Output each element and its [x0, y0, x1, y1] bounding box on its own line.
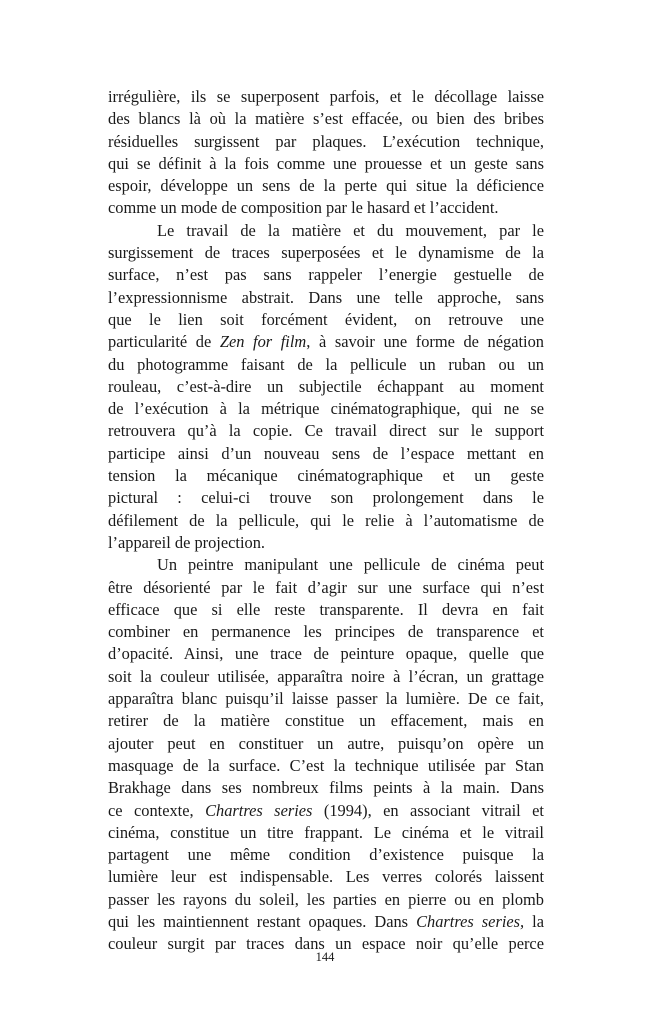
line-content: [108, 488, 544, 507]
text-segment: participe ainsi d’un nouveau sens de l’espace mettant en: [108, 443, 544, 463]
line-content: [108, 756, 544, 775]
text-line: [108, 911, 544, 933]
text-line: [108, 86, 544, 108]
line-content: [108, 243, 544, 262]
text-segment: surface, n’est pas sans rappeler l’energie gestuelle de: [108, 265, 544, 285]
text-line: [108, 487, 544, 509]
line-content: [108, 377, 544, 396]
text-line: [108, 889, 544, 911]
body-text: [108, 86, 544, 956]
line-content: [108, 622, 544, 641]
text-segment: défilement de la pellicule, qui le relie à l’automatisme de: [108, 510, 544, 530]
text-line: [108, 621, 544, 643]
text-segment: l’expressionnisme abstrait. Dans une telle approche, sans: [108, 287, 544, 307]
text-line: [108, 777, 544, 799]
text-line: [108, 376, 544, 398]
italic-title: Chartres series: [205, 800, 313, 820]
text-line: [108, 420, 544, 442]
text-line: [108, 264, 544, 286]
text-segment: de l’exécution à la métrique cinématographique, qui ne se: [108, 399, 544, 419]
text-segment: tension la mécanique cinématographique et un geste: [108, 466, 544, 486]
line-content: [108, 87, 544, 106]
line-content: [108, 198, 499, 217]
text-segment: être désorienté par le fait d’agir sur une surface qui n’est: [108, 577, 544, 597]
text-line: [108, 153, 544, 175]
text-line: [108, 688, 544, 710]
text-segment: rouleau, c’est-à-dire un subjectile échappant au moment: [108, 376, 544, 396]
text-line: [108, 666, 544, 688]
text-segment: la: [524, 911, 544, 931]
line-content: [108, 399, 544, 418]
line-content: [108, 845, 544, 864]
paragraph: [108, 86, 544, 220]
text-line: [108, 643, 544, 665]
text-segment: retirer de la matière constitue un effacement, mais en: [108, 711, 544, 731]
line-content: [108, 154, 544, 173]
text-segment: Le travail de la matière et du mouvement, par le: [157, 220, 544, 240]
text-line: [108, 710, 544, 732]
text-line: [108, 354, 544, 376]
text-line: [108, 755, 544, 777]
text-segment: retrouvera qu’à la copie. Ce travail direct sur le support: [108, 421, 544, 441]
text-line: [108, 822, 544, 844]
text-line: [108, 287, 544, 309]
line-content: [108, 288, 544, 307]
text-segment: apparaîtra blanc puisqu’il laisse passer la lumière. De ce fait,: [108, 689, 544, 709]
line-content: [108, 711, 544, 730]
text-segment: ajouter peut en constituer un autre, puisqu’on opère un: [108, 733, 544, 753]
text-line: [108, 532, 544, 554]
text-line: [108, 108, 544, 130]
text-segment: irrégulière, ils se superposent parfois, et le décollage laisse: [108, 87, 544, 106]
line-content: [157, 221, 544, 240]
text-segment: efficace que si elle reste transparente. Il devra en fait: [108, 599, 544, 619]
line-content: [108, 578, 544, 597]
line-content: [108, 867, 544, 886]
text-segment: Un peintre manipulant une pellicule de cinéma peut: [157, 555, 544, 575]
text-segment: ce contexte,: [108, 800, 206, 820]
text-line: [108, 866, 544, 888]
text-segment: particularité de: [108, 332, 220, 352]
line-content: [108, 511, 544, 530]
text-segment: combiner en permanence les principes de transparence et: [108, 622, 544, 642]
text-line: [108, 577, 544, 599]
text-segment: résiduelles surgissent par plaques. L’exécution technique,: [108, 131, 544, 151]
text-line: [108, 331, 544, 353]
page-number: 144: [315, 950, 335, 964]
text-line: [108, 443, 544, 465]
line-content: [108, 600, 544, 619]
text-segment: passer les rayons du soleil, les parties en pierre ou en plomb: [108, 889, 544, 909]
italic-title: Chartres series,: [416, 911, 525, 931]
text-line: [108, 733, 544, 755]
line-content: [108, 109, 544, 128]
line-content: [108, 912, 544, 931]
text-line: [108, 242, 544, 264]
line-content: [108, 533, 265, 552]
line-content: [108, 265, 544, 284]
text-segment: cinéma, constitue un titre frappant. Le cinéma et le vitrail: [108, 822, 544, 842]
text-segment: masquage de la surface. C’est la technique utilisée par Stan: [108, 755, 544, 775]
text-segment: que le lien soit forcément évident, on retrouve une: [108, 309, 544, 329]
text-line: [108, 800, 544, 822]
text-segment: du photogramme faisant de la pellicule un ruban ou un: [108, 354, 544, 374]
text-line: [108, 131, 544, 153]
line-content: [108, 689, 544, 708]
text-segment: des blancs là où la matière s’est effacée, ou bien des bribes: [108, 109, 544, 129]
text-segment: pictural : celui-ci trouve son prolongement dans le: [108, 488, 544, 508]
text-line: [108, 309, 544, 331]
text-line: [108, 197, 544, 219]
text-segment: partagent une même condition d’existence puisque la: [108, 845, 544, 865]
text-segment: espoir, développe un sens de la perte qui situe la déficience: [108, 176, 544, 196]
text-segment: Brakhage dans ses nombreux films peints à la main. Dans: [108, 778, 544, 798]
line-content: [108, 332, 544, 351]
text-segment: l’appareil de projection.: [108, 532, 266, 552]
italic-title: Zen for film: [219, 332, 307, 352]
paragraph: [108, 554, 544, 955]
text-line: [108, 554, 544, 576]
text-segment: qui se définit à la fois comme une prouesse et un geste sans: [108, 153, 544, 173]
text-segment: , à savoir une forme de négation: [306, 332, 544, 352]
text-line: [108, 844, 544, 866]
text-segment: d’opacité. Ainsi, une trace de peinture opaque, quelle que: [108, 644, 544, 664]
line-content: [108, 801, 544, 820]
line-content: [108, 444, 544, 463]
line-content: [108, 644, 544, 663]
text-line: [108, 398, 544, 420]
text-segment: couleur surgit par traces dans un espace noir qu’elle perce: [108, 934, 544, 954]
line-content: [108, 132, 544, 151]
line-content: [108, 734, 544, 753]
line-content: [157, 555, 544, 574]
line-content: [108, 176, 544, 195]
text-line: [108, 465, 544, 487]
line-content: [108, 466, 544, 485]
line-content: [108, 890, 544, 909]
text-segment: soit la couleur utilisée, apparaîtra noire à l’écran, un grattage: [108, 666, 544, 686]
text-segment: (1994), en associant vitrail et: [312, 800, 544, 820]
paragraph: [108, 220, 544, 554]
text-line: [108, 599, 544, 621]
line-content: [108, 778, 544, 797]
text-segment: surgissement de traces superposées et le dynamisme de la: [108, 243, 544, 263]
text-segment: lumière leur est indispensable. Les verres colorés laissent: [108, 867, 544, 887]
text-line: [108, 175, 544, 197]
text-segment: qui les maintiennent restant opaques. Dans: [108, 911, 417, 931]
text-segment: comme un mode de composition par le hasard et l’accident.: [108, 198, 499, 218]
line-content: [108, 310, 544, 329]
text-line: [108, 510, 544, 532]
line-content: [108, 823, 544, 842]
line-content: [108, 421, 544, 440]
text-line: [108, 220, 544, 242]
line-content: [108, 355, 544, 374]
line-content: [108, 667, 544, 686]
